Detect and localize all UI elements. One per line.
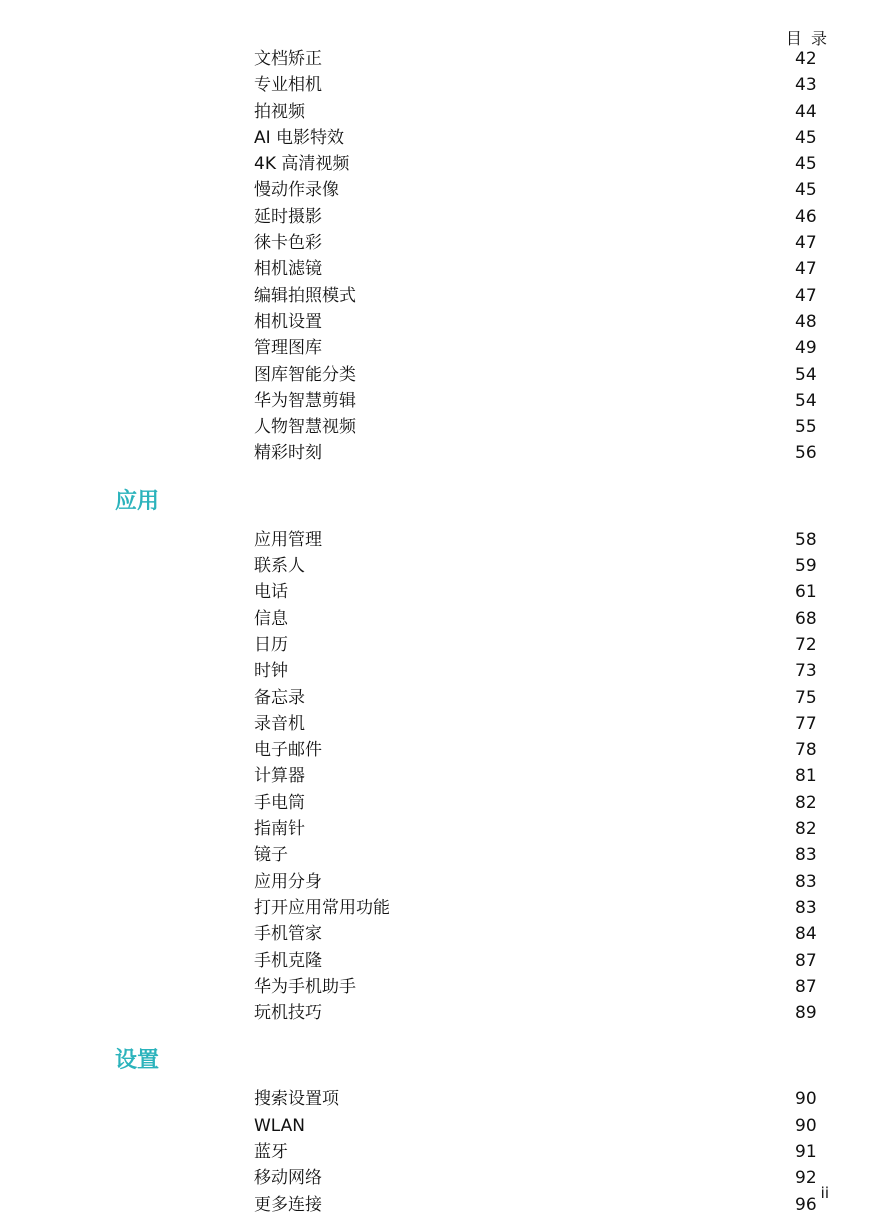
- toc-entry-title: 镜子: [254, 845, 288, 866]
- toc-entry-title: 玩机技巧: [254, 1003, 322, 1024]
- toc-entry-title: 电话: [254, 582, 288, 603]
- toc-entry-page: 83: [795, 897, 817, 918]
- toc-entry[interactable]: [0, 895, 869, 921]
- page-header-title: 目 录: [785, 29, 829, 48]
- section-heading: 应用: [115, 488, 160, 514]
- toc-entry-page: 45: [795, 154, 817, 175]
- toc-entry[interactable]: [0, 658, 869, 684]
- toc-entry[interactable]: [0, 553, 869, 579]
- toc-entry[interactable]: [0, 869, 869, 895]
- toc-entry-title: 相机滤镜: [254, 259, 322, 280]
- page-number: ii: [820, 1184, 829, 1202]
- toc-entry[interactable]: [0, 362, 869, 388]
- toc-entry-title: 搜索设置项: [254, 1089, 339, 1110]
- toc-entry-page: 55: [795, 417, 817, 438]
- toc-entry[interactable]: [0, 974, 869, 1000]
- toc-entry-page: 73: [795, 661, 817, 682]
- toc-entry[interactable]: [0, 1139, 869, 1165]
- toc-entry-title: 相机设置: [254, 311, 322, 332]
- toc-entry-page: 56: [795, 443, 817, 464]
- toc-entry-title: 电子邮件: [254, 740, 322, 761]
- toc-entry[interactable]: [0, 842, 869, 868]
- toc-entry-page: 96: [795, 1194, 817, 1215]
- toc-entry-title: 管理图库: [254, 338, 322, 359]
- table-of-contents: [0, 46, 869, 1218]
- toc-entry[interactable]: [0, 921, 869, 947]
- toc-entry-title: 慢动作录像: [254, 180, 339, 201]
- toc-entry-title: 图库智能分类: [254, 364, 356, 385]
- toc-entry[interactable]: [0, 816, 869, 842]
- toc-entry-page: 48: [795, 311, 817, 332]
- section-heading: 设置: [115, 1048, 160, 1074]
- toc-entry-title: AI 电影特效: [254, 127, 345, 148]
- toc-entry[interactable]: [0, 256, 869, 282]
- toc-entry-title: 精彩时刻: [254, 443, 322, 464]
- toc-entry[interactable]: [0, 763, 869, 789]
- toc-entry-page: 75: [795, 687, 817, 708]
- toc-entry-page: 68: [795, 608, 817, 629]
- toc-entry-page: 54: [795, 390, 817, 411]
- toc-entry[interactable]: [0, 230, 869, 256]
- toc-entry[interactable]: [0, 204, 869, 230]
- toc-entry-page: 72: [795, 634, 817, 655]
- toc-entry-page: 45: [795, 180, 817, 201]
- toc-entry[interactable]: [0, 335, 869, 361]
- toc-entry[interactable]: [0, 1192, 869, 1218]
- toc-entry[interactable]: [0, 1165, 869, 1191]
- toc-entry[interactable]: [0, 685, 869, 711]
- toc-entry-page: 58: [795, 529, 817, 550]
- toc-entry-title: 文档矫正: [254, 49, 322, 69]
- toc-entry-page: 92: [795, 1168, 817, 1189]
- toc-entry[interactable]: [0, 177, 869, 203]
- toc-entry[interactable]: [0, 72, 869, 98]
- toc-entry-page: 47: [795, 285, 817, 306]
- toc-entry[interactable]: [0, 711, 869, 737]
- toc-entry-page: 59: [795, 556, 817, 577]
- toc-entry[interactable]: [0, 125, 869, 151]
- toc-entry-page: 61: [795, 582, 817, 603]
- toc-entry[interactable]: [0, 99, 869, 125]
- toc-entry-page: 83: [795, 871, 817, 892]
- toc-entry[interactable]: [0, 606, 869, 632]
- toc-entry[interactable]: [0, 1113, 869, 1139]
- toc-entry-page: 78: [795, 740, 817, 761]
- toc-entry-page: 87: [795, 950, 817, 971]
- toc-entry[interactable]: [0, 527, 869, 553]
- toc-entry-title: 蓝牙: [254, 1141, 288, 1162]
- toc-entry-title: 专业相机: [254, 75, 322, 96]
- toc-entry-title: 备忘录: [254, 687, 305, 708]
- toc-entry-title: 联系人: [254, 556, 305, 577]
- toc-entry-title: 手机克隆: [254, 950, 322, 971]
- toc-entry-page: 47: [795, 233, 817, 254]
- toc-entry-title: 指南针: [254, 819, 305, 840]
- toc-entry-page: 87: [795, 976, 817, 997]
- toc-entry-page: 83: [795, 845, 817, 866]
- toc-entry-title: 应用管理: [254, 529, 322, 550]
- toc-entry-page: 77: [795, 713, 817, 734]
- toc-entry[interactable]: [0, 1000, 869, 1026]
- toc-entry[interactable]: [0, 579, 869, 605]
- toc-entry-title: 时钟: [254, 661, 288, 682]
- toc-entry-page: 82: [795, 792, 817, 813]
- toc-entry-page: 54: [795, 364, 817, 385]
- toc-entry[interactable]: [0, 948, 869, 974]
- toc-entry-page: 49: [795, 338, 817, 359]
- toc-entry-page: 90: [795, 1115, 817, 1136]
- toc-entry-page: 89: [795, 1003, 817, 1024]
- toc-entry-title: 人物智慧视频: [254, 417, 356, 438]
- toc-entry[interactable]: [0, 151, 869, 177]
- toc-entry-title: 信息: [254, 608, 288, 629]
- toc-entry-page: 82: [795, 819, 817, 840]
- toc-entry[interactable]: [0, 309, 869, 335]
- toc-entry-page: 91: [795, 1141, 817, 1162]
- toc-entry-title: WLAN: [254, 1115, 306, 1136]
- toc-entry-title: 日历: [254, 634, 288, 655]
- toc-entry-title: 华为智慧剪辑: [254, 390, 356, 411]
- toc-entry-title: 打开应用常用功能: [254, 897, 390, 918]
- toc-entry-title: 录音机: [254, 713, 305, 734]
- toc-entry-page: 44: [795, 101, 817, 122]
- toc-entry-title: 计算器: [254, 766, 305, 787]
- toc-entry-title: 更多连接: [254, 1194, 322, 1215]
- toc-entry-title: 编辑拍照模式: [254, 285, 356, 306]
- toc-entry-page: 43: [795, 75, 817, 96]
- toc-entry-page: 46: [795, 206, 817, 227]
- toc-entry-title: 手电筒: [254, 792, 305, 813]
- toc-entry-title: 华为手机助手: [254, 976, 356, 997]
- toc-entry-title: 拍视频: [254, 101, 305, 122]
- toc-entry[interactable]: [0, 632, 869, 658]
- toc-entry-title: 移动网络: [254, 1168, 322, 1189]
- toc-entry-title: 4K 高清视频: [254, 154, 350, 175]
- toc-entry-page: 45: [795, 127, 817, 148]
- toc-entry-title: 延时摄影: [254, 206, 322, 227]
- toc-entry-title: 手机管家: [254, 924, 322, 945]
- toc-entry[interactable]: [0, 388, 869, 414]
- toc-entry[interactable]: [0, 440, 869, 466]
- toc-entry[interactable]: [0, 737, 869, 763]
- toc-entry-page: 90: [795, 1089, 817, 1110]
- toc-entry-title: 应用分身: [254, 871, 322, 892]
- toc-entry[interactable]: [0, 414, 869, 440]
- toc-entry[interactable]: [0, 283, 869, 309]
- toc-entry[interactable]: [0, 790, 869, 816]
- toc-entry[interactable]: [0, 46, 869, 72]
- toc-entry-page: 81: [795, 766, 817, 787]
- toc-entry-title: 徕卡色彩: [254, 233, 322, 254]
- toc-entry-page: 47: [795, 259, 817, 280]
- toc-entry-page: 84: [795, 924, 817, 945]
- toc-entry-page: 42: [795, 49, 817, 69]
- toc-entry[interactable]: [0, 1086, 869, 1112]
